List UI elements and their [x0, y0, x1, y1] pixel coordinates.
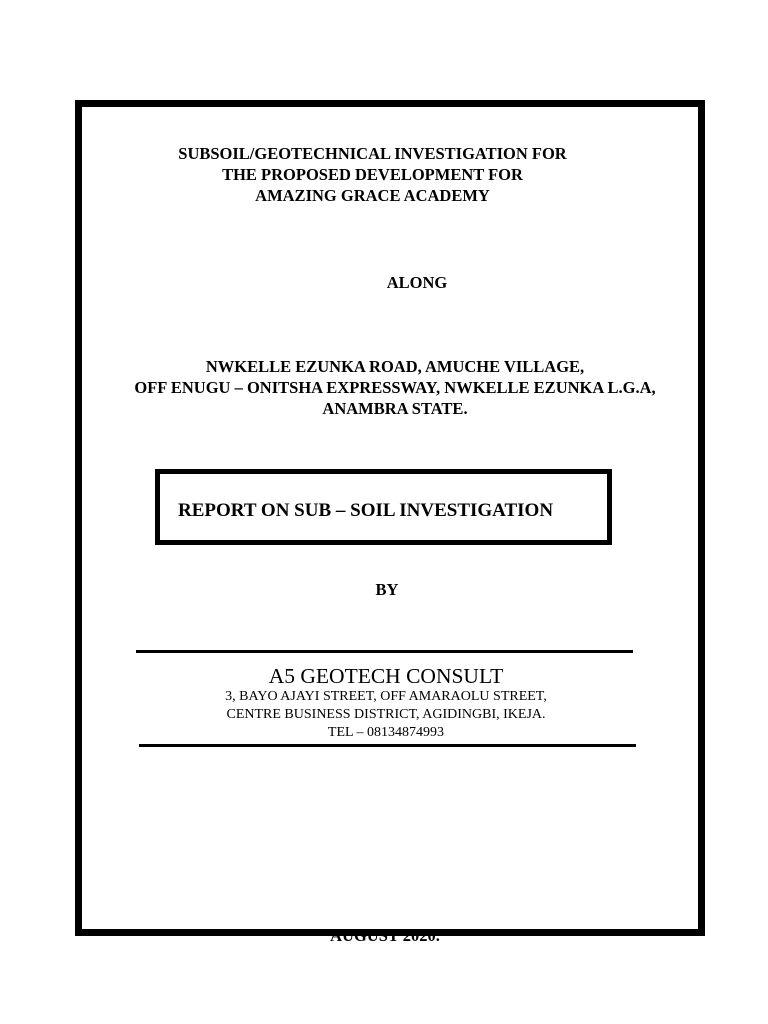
cover-page-border	[75, 100, 705, 936]
project-title-line-1: SUBSOIL/GEOTECHNICAL INVESTIGATION FOR	[178, 144, 567, 163]
report-title: REPORT ON SUB – SOIL INVESTIGATION	[178, 500, 554, 521]
consultant-address-line-1: 3, BAYO AJAYI STREET, OFF AMARAOLU STREET,	[225, 689, 547, 704]
by-label: BY	[375, 580, 399, 599]
consultant-name: A5 GEOTECH CONSULT	[268, 664, 504, 688]
report-date: AUGUST 2020.	[330, 926, 440, 945]
project-title-line-3: AMAZING GRACE ACADEMY	[255, 186, 490, 205]
project-title-line-2: THE PROPOSED DEVELOPMENT FOR	[222, 165, 523, 184]
along-label: ALONG	[386, 273, 448, 292]
consultant-telephone: TEL – 08134874993	[327, 725, 445, 740]
location-line-3: ANAMBRA STATE.	[322, 399, 468, 418]
location-line-2: OFF ENUGU – ONITSHA EXPRESSWAY, NWKELLE EZUNKA L.G.A,	[134, 378, 656, 397]
consultant-address-line-2: CENTRE BUSINESS DISTRICT, AGIDINGBI, IKEJA.	[226, 707, 546, 722]
location-line-1: NWKELLE EZUNKA ROAD, AMUCHE VILLAGE,	[205, 357, 585, 376]
